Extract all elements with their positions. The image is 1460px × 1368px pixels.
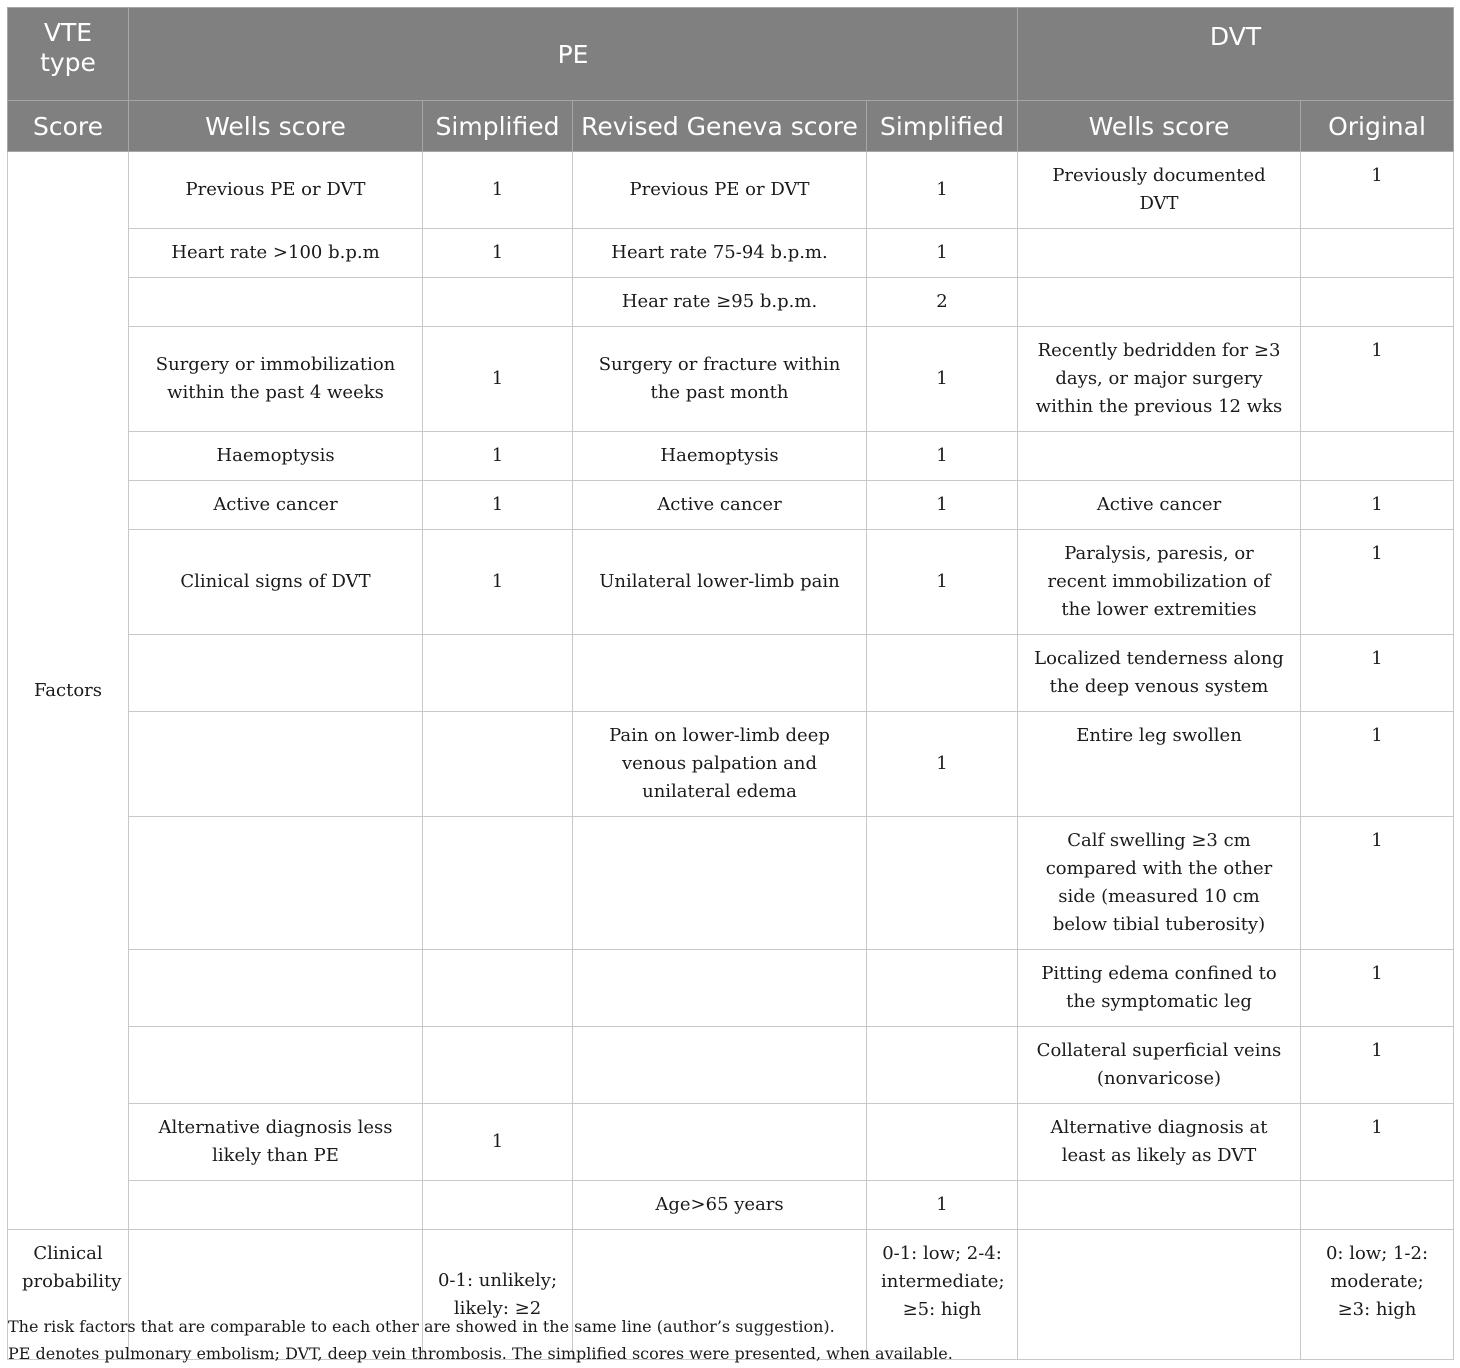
score-header: Score bbox=[8, 101, 129, 152]
geneva-factor: Surgery or fracture within the past month bbox=[573, 327, 867, 432]
table-row bbox=[8, 530, 1454, 635]
geneva-simplified-header: Simplified bbox=[867, 101, 1018, 152]
pe-wells-points bbox=[423, 1181, 573, 1230]
revised-geneva-header: Revised Geneva score bbox=[573, 101, 867, 152]
dvt-wells-factor: Entire leg swollen bbox=[1018, 712, 1301, 817]
pe-wells-factor bbox=[129, 950, 423, 1027]
geneva-points: 1 bbox=[867, 229, 1018, 278]
pe-wells-points: 1 bbox=[423, 152, 573, 229]
geneva-factor bbox=[573, 635, 867, 712]
pe-wells-points: 1 bbox=[423, 530, 573, 635]
pe-wells-factor bbox=[129, 1027, 423, 1104]
table-row bbox=[8, 327, 1454, 432]
geneva-points: 2 bbox=[867, 278, 1018, 327]
pe-wells-factor: Heart rate >100 b.p.m bbox=[129, 229, 423, 278]
pe-wells-factor bbox=[129, 278, 423, 327]
geneva-points bbox=[867, 950, 1018, 1027]
pe-wells-points: 1 bbox=[423, 481, 573, 530]
table-row bbox=[8, 712, 1454, 817]
geneva-factor: Age>65 years bbox=[573, 1181, 867, 1230]
dvt-wells-factor bbox=[1018, 278, 1301, 327]
dvt-points: 1 bbox=[1301, 817, 1454, 950]
dvt-points: 1 bbox=[1301, 635, 1454, 712]
geneva-points bbox=[867, 817, 1018, 950]
vte-score-table bbox=[7, 7, 1454, 1360]
pe-wells-points bbox=[423, 1027, 573, 1104]
dvt-wells-factor bbox=[1018, 229, 1301, 278]
dvt-wells-factor bbox=[1018, 1181, 1301, 1230]
dvt-points: 1 bbox=[1301, 530, 1454, 635]
table-row bbox=[8, 1181, 1454, 1230]
pe-wells-points bbox=[423, 950, 573, 1027]
pe-wells-factor: Clinical signs of DVT bbox=[129, 530, 423, 635]
geneva-factor: Previous PE or DVT bbox=[573, 152, 867, 229]
table-row bbox=[8, 1027, 1454, 1104]
table-row bbox=[8, 1104, 1454, 1181]
dvt-points: 1 bbox=[1301, 327, 1454, 432]
table-row bbox=[8, 152, 1454, 229]
footnote-comparable-factors: The risk factors that are comparable to each other are showed in the same line (author’s suggestion). bbox=[8, 1317, 835, 1336]
dvt-wells-factor: Calf swelling ≥3 cm compared with the other side (measured 10 cm below tibial tuberosity) bbox=[1018, 817, 1301, 950]
table-row bbox=[8, 432, 1454, 481]
footnote-abbreviations: PE denotes pulmonary embolism; DVT, deep vein thrombosis. The simplified scores were presented, when available. bbox=[8, 1344, 953, 1363]
clinical-probability-label: Clinical probability bbox=[8, 1230, 129, 1360]
pe-wells-points: 1 bbox=[423, 327, 573, 432]
geneva-points: 1 bbox=[867, 152, 1018, 229]
dvt-original-probability: 0: low; 1-2: moderate; ≥3: high bbox=[1301, 1230, 1454, 1360]
table-row bbox=[8, 950, 1454, 1027]
pe-wells-points: 1 bbox=[423, 1104, 573, 1181]
factors-label: Factors bbox=[8, 152, 129, 1230]
dvt-wells-score-header: Wells score bbox=[1018, 101, 1301, 152]
dvt-group-header: DVT bbox=[1018, 8, 1454, 101]
dvt-points: 1 bbox=[1301, 481, 1454, 530]
dvt-points: 1 bbox=[1301, 1104, 1454, 1181]
geneva-factor: Active cancer bbox=[573, 481, 867, 530]
geneva-points bbox=[867, 635, 1018, 712]
pe-wells-points bbox=[423, 278, 573, 327]
geneva-points: 1 bbox=[867, 481, 1018, 530]
dvt-points bbox=[1301, 432, 1454, 481]
geneva-points: 1 bbox=[867, 530, 1018, 635]
pe-wells-factor: Previous PE or DVT bbox=[129, 152, 423, 229]
dvt-points bbox=[1301, 1181, 1454, 1230]
dvt-wells-factor: Collateral superficial veins (nonvaricose) bbox=[1018, 1027, 1301, 1104]
pe-wells-factor bbox=[129, 712, 423, 817]
score-comparison-table-container bbox=[7, 7, 1453, 1360]
geneva-points: 1 bbox=[867, 712, 1018, 817]
pe-wells-simplified-header: Simplified bbox=[423, 101, 573, 152]
dvt-wells-factor: Active cancer bbox=[1018, 481, 1301, 530]
table-footnotes bbox=[8, 1313, 953, 1367]
geneva-points bbox=[867, 1027, 1018, 1104]
table-row bbox=[8, 481, 1454, 530]
table-row bbox=[8, 635, 1454, 712]
geneva-simplified-probability: 0-1: low; 2-4: intermediate; ≥5: high bbox=[867, 1230, 1018, 1360]
pe-wells-factor bbox=[129, 1181, 423, 1230]
table-row bbox=[8, 278, 1454, 327]
geneva-points: 1 bbox=[867, 327, 1018, 432]
dvt-wells-probability bbox=[1018, 1230, 1301, 1360]
pe-wells-factor bbox=[129, 635, 423, 712]
geneva-factor: Haemoptysis bbox=[573, 432, 867, 481]
geneva-points: 1 bbox=[867, 1181, 1018, 1230]
dvt-wells-factor: Paralysis, paresis, or recent immobilization of the lower extremities bbox=[1018, 530, 1301, 635]
dvt-wells-factor: Recently bedridden for ≥3 days, or major surgery within the previous 12 wks bbox=[1018, 327, 1301, 432]
dvt-points: 1 bbox=[1301, 152, 1454, 229]
dvt-original-header: Original bbox=[1301, 101, 1454, 152]
dvt-wells-factor: Previously documented DVT bbox=[1018, 152, 1301, 229]
pe-wells-points: 1 bbox=[423, 432, 573, 481]
pe-wells-factor: Surgery or immobilization within the past 4 weeks bbox=[129, 327, 423, 432]
geneva-factor: Unilateral lower-limb pain bbox=[573, 530, 867, 635]
pe-wells-simplified-probability: 0-1: unlikely; likely: ≥2 bbox=[423, 1230, 573, 1360]
pe-wells-points bbox=[423, 712, 573, 817]
pe-wells-factor: Alternative diagnosis less likely than PE bbox=[129, 1104, 423, 1181]
geneva-factor bbox=[573, 1104, 867, 1181]
dvt-wells-factor bbox=[1018, 432, 1301, 481]
pe-wells-score-header: Wells score bbox=[129, 101, 423, 152]
pe-wells-factor: Haemoptysis bbox=[129, 432, 423, 481]
pe-wells-factor bbox=[129, 817, 423, 950]
pe-wells-points: 1 bbox=[423, 229, 573, 278]
dvt-points bbox=[1301, 278, 1454, 327]
geneva-points bbox=[867, 1104, 1018, 1181]
table-row bbox=[8, 817, 1454, 950]
geneva-factor bbox=[573, 817, 867, 950]
dvt-wells-factor: Pitting edema confined to the symptomatic leg bbox=[1018, 950, 1301, 1027]
vte-type-header: VTE type bbox=[8, 8, 129, 101]
pe-wells-factor: Active cancer bbox=[129, 481, 423, 530]
geneva-factor bbox=[573, 950, 867, 1027]
geneva-factor bbox=[573, 1027, 867, 1104]
geneva-factor: Pain on lower-limb deep venous palpation and unilateral edema bbox=[573, 712, 867, 817]
geneva-factor: Hear rate ≥95 b.p.m. bbox=[573, 278, 867, 327]
dvt-wells-factor: Alternative diagnosis at least as likely as DVT bbox=[1018, 1104, 1301, 1181]
pe-wells-points bbox=[423, 817, 573, 950]
pe-group-header: PE bbox=[129, 8, 1018, 101]
dvt-points: 1 bbox=[1301, 950, 1454, 1027]
dvt-points: 1 bbox=[1301, 712, 1454, 817]
dvt-points bbox=[1301, 229, 1454, 278]
table-row bbox=[8, 229, 1454, 278]
geneva-points: 1 bbox=[867, 432, 1018, 481]
dvt-wells-factor: Localized tenderness along the deep venous system bbox=[1018, 635, 1301, 712]
geneva-factor: Heart rate 75-94 b.p.m. bbox=[573, 229, 867, 278]
dvt-points: 1 bbox=[1301, 1027, 1454, 1104]
pe-wells-points bbox=[423, 635, 573, 712]
